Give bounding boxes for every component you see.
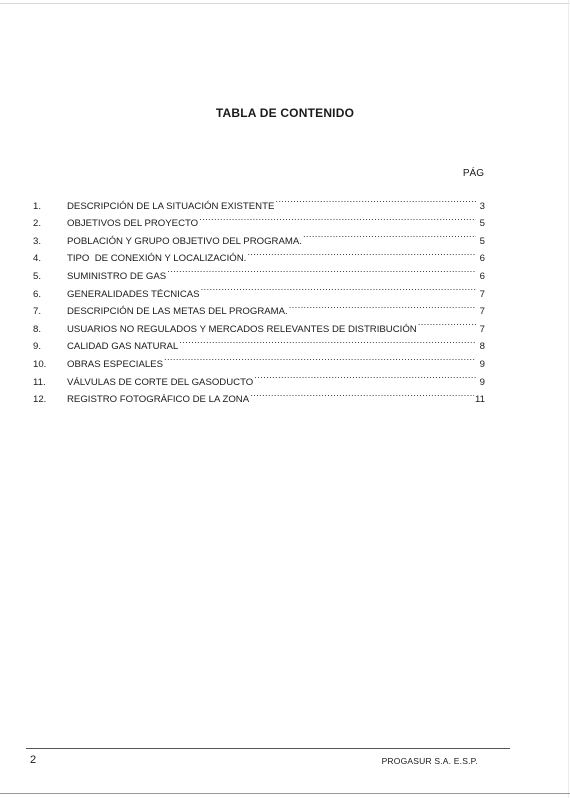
toc-entry-title: DESCRIPCIÓN DE LAS METAS DEL PROGRAMA. xyxy=(67,306,288,318)
toc-entry-title: POBLACIÓN Y GRUPO OBJETIVO DEL PROGRAMA. xyxy=(67,235,302,247)
toc-entry-page: 9 xyxy=(479,358,485,370)
dot-leader xyxy=(199,209,476,227)
toc-entry-number: 2. xyxy=(33,218,42,230)
dot-leader xyxy=(164,349,476,367)
toc-entry-number: 5. xyxy=(33,270,42,282)
toc-entry-title: REGISTRO FOTOGRÁFICO DE LA ZONA xyxy=(67,394,250,406)
toc-entry-number: 6. xyxy=(33,288,42,300)
dot-leader xyxy=(179,332,476,350)
dot-leader xyxy=(247,244,476,262)
toc-entry-title: GENERALIDADES TÉCNICAS xyxy=(67,288,200,300)
dot-leader xyxy=(275,191,476,209)
toc-entry-number: 10. xyxy=(33,358,47,370)
dot-leader xyxy=(250,385,474,403)
toc-entry xyxy=(33,191,485,212)
toc-entry-number: 9. xyxy=(33,341,42,353)
bottom-scan-edge xyxy=(0,793,570,794)
toc-entry-title: CALIDAD GAS NATURAL xyxy=(67,341,179,353)
toc-entry-page: 7 xyxy=(479,323,485,335)
page-column-label: PÁG xyxy=(462,168,484,179)
toc-entry-page: 11 xyxy=(475,394,485,406)
toc-entry-page: 8 xyxy=(479,341,485,353)
toc-entry-title: VÁLVULAS DE CORTE DEL GASODUCTO xyxy=(67,376,254,388)
toc-entry-page: 3 xyxy=(479,200,485,212)
dot-leader xyxy=(303,226,476,244)
dot-leader xyxy=(254,367,476,385)
page-number: 2 xyxy=(30,754,37,766)
dot-leader xyxy=(418,314,476,332)
toc-entry-number: 1. xyxy=(33,200,42,212)
document-title: TABLA DE CONTENIDO xyxy=(215,106,355,120)
toc-entry-number: 4. xyxy=(33,253,42,265)
table-of-contents xyxy=(33,191,485,406)
toc-entry-page: 9 xyxy=(479,376,485,388)
toc-entry-number: 11. xyxy=(33,376,46,388)
toc-entry-number: 12. xyxy=(33,394,47,406)
toc-entry-number: 8. xyxy=(33,323,42,335)
dot-leader xyxy=(201,279,476,297)
toc-entry-title: TIPO DE CONEXIÓN Y LOCALIZACIÓN. xyxy=(67,253,247,265)
toc-entry-number: 7. xyxy=(33,306,42,318)
dot-leader xyxy=(167,261,476,279)
toc-entry-page: 7 xyxy=(479,306,485,318)
toc-entry-title: OBRAS ESPECIALES xyxy=(67,358,163,370)
toc-entry-title: USUARIOS NO REGULADOS Y MERCADOS RELEVANTES DE DISTRIBUCIÓN xyxy=(67,323,417,335)
toc-entry-page: 6 xyxy=(479,253,485,265)
toc-entry-title: OBJETIVOS DEL PROYECTO xyxy=(67,218,199,230)
toc-entry-page: 6 xyxy=(479,270,485,282)
top-scan-edge xyxy=(0,3,570,4)
toc-entry-title: DESCRIPCIÓN DE LA SITUACIÓN EXISTENTE xyxy=(67,200,275,212)
toc-entry-page: 5 xyxy=(479,218,485,230)
toc-entry-title: SUMINISTRO DE GAS xyxy=(67,270,167,282)
toc-entry-page: 5 xyxy=(479,235,485,247)
company-name: PROGASUR S.A. E.S.P. xyxy=(381,756,478,766)
toc-entry-page: 7 xyxy=(479,288,485,300)
toc-entry-number: 3. xyxy=(33,235,42,247)
dot-leader xyxy=(289,297,476,315)
footer-divider xyxy=(26,748,510,749)
